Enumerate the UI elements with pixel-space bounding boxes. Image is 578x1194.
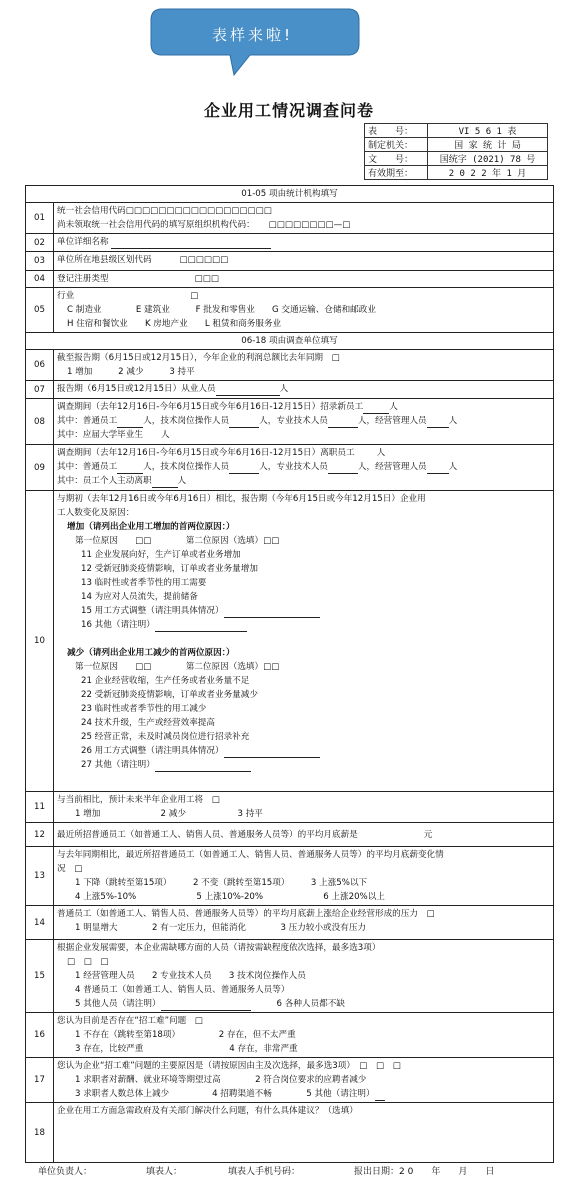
question-body <box>54 252 554 271</box>
meta-key: 文 号： <box>365 152 428 166</box>
question-body <box>54 445 554 491</box>
question-row-17 <box>26 1058 554 1103</box>
profit-options: 1 增加 2 减少 3 持平 <box>67 367 195 377</box>
graduates-label: 其中：应届大学毕业生 <box>57 430 143 440</box>
change-question: 与期初（去年12月16日或今年6月16日）相比，报告期（今年6月15日或今年12月15日）企业用 <box>57 494 426 504</box>
question-body <box>54 399 554 445</box>
voluntary-leave-label: 其中：员工个人主动离职 <box>57 476 152 486</box>
credit-code-label[interactable]: 统一社会信用代码□□□□□□□□□□□□□□□□□□ <box>57 206 272 216</box>
section-title: 01-05 项由统计机构填写 <box>26 186 554 203</box>
tech-operator-field[interactable] <box>229 417 259 428</box>
unit-text: 人 <box>160 430 170 440</box>
question-number: 12 <box>26 823 54 847</box>
question-number: 08 <box>26 399 54 445</box>
meta-value: 国统字 (2021) 78 号 <box>428 152 548 166</box>
question-number: 05 <box>26 288 54 333</box>
decrease-option: 21 企业经营收缩，生产任务或者业务量不足 <box>81 676 250 686</box>
professional-field[interactable] <box>328 417 358 428</box>
question-row-06 <box>26 350 554 381</box>
question-row-01 <box>26 203 554 234</box>
question-number: 06 <box>26 350 54 381</box>
meta-row <box>365 166 548 180</box>
employees-unit: 人 <box>279 384 289 394</box>
increase-title: 增加（请列出企业用工增加的首两位原因：） <box>67 522 235 532</box>
question-number: 11 <box>26 792 54 823</box>
decrease-detail-field[interactable] <box>224 747 320 758</box>
question-row-08 <box>26 399 554 445</box>
shortage-options-1: 1 经营管理人员 2 专业技术人员 3 技术岗位操作人员 <box>75 971 306 981</box>
salary-change-options-1: 1 下降（跳转至第15项） 2 不变（跳转至第15项） 3 上涨5%以下 <box>75 878 368 888</box>
breakdown-label: 其中：普通员工 <box>57 416 118 426</box>
question-number: 04 <box>26 271 54 288</box>
footer-report-date: 报出日期：2 0 年 月 日 <box>354 1167 495 1177</box>
question-row-14 <box>26 906 554 940</box>
change-question-cont: 工人数变化及原因： <box>57 508 135 518</box>
leavers-label: 调查期间（去年12月16日-今年6月15日或今年6月16日-12月15日）离职员工 <box>57 448 355 458</box>
question-body <box>54 350 554 381</box>
question-body <box>54 823 554 847</box>
decrease-option: 22 受新冠肺炎疫情影响，订单或者业务量减少 <box>81 690 258 700</box>
shortage-option-6: 6 各种人员都不缺 <box>276 999 345 1009</box>
question-body <box>54 203 554 234</box>
page-title: 企业用工情况调查问卷 <box>203 101 374 120</box>
org-code-line <box>57 218 550 232</box>
meta-row <box>365 152 548 166</box>
new-hires-label: 调查期间（去年12月16日-今年6月15日或今年6月16日-12月15日）招录新员工 <box>57 402 364 412</box>
increase-option: 14 为应对人员流失，提前储备 <box>81 592 198 602</box>
form-footer <box>38 1164 558 1177</box>
shortage-boxes[interactable]: □ □ □ <box>67 957 109 967</box>
salary-change-cont[interactable]: 况 □ <box>57 864 83 874</box>
employees-label: 报告期（6月15日或12月15日）从业人员 <box>57 384 216 394</box>
section-header-row <box>26 186 554 203</box>
shortage-question: 根据企业发展需要，本企业需缺哪方面的人员（请按需缺程度依次选择，最多选3项） <box>57 943 381 953</box>
question-row-03 <box>26 252 554 271</box>
question-body <box>54 847 554 906</box>
increase-detail-field[interactable] <box>224 607 320 618</box>
question-row-10 <box>26 491 554 792</box>
question-body <box>54 792 554 823</box>
region-code-label: 单位所在地县级区划代码 <box>57 255 152 265</box>
industry-options-2: H 住宿和餐饮业 K 房地产业 L 租赁和商务服务业 <box>67 319 282 329</box>
unit-text: 人 <box>448 416 458 426</box>
footer-filler-phone: 填表人手机号码： <box>228 1167 301 1177</box>
decrease-option: 25 经营正常，未及时减员岗位进行招录补充 <box>81 732 250 742</box>
industry-box[interactable]: □ <box>190 291 199 301</box>
question-body <box>54 288 554 333</box>
question-body <box>54 906 554 940</box>
question-body <box>54 940 554 1013</box>
decrease-option: 27 其他（请注明） <box>81 760 155 770</box>
salary-label: 最近所招普通员工（如普通工人、销售人员、普通服务人员等）的平均月底薪是 <box>57 829 358 840</box>
meta-value: VI 5 6 1 表 <box>428 124 548 138</box>
unit-name-field[interactable] <box>111 238 271 249</box>
profit-question[interactable]: 截至报告期（6月15日或12月15日），今年企业的利润总额比去年同期 □ <box>57 353 340 363</box>
unit-text: 人 <box>376 448 386 458</box>
manager-field[interactable] <box>427 417 449 428</box>
salary-change-options-2: 4 上涨5%-10% 5 上涨10%-20% 6 上涨20%以上 <box>75 892 385 902</box>
shortage-other-field[interactable] <box>161 1000 251 1011</box>
question-row-13 <box>26 847 554 906</box>
question-number: 10 <box>26 491 54 792</box>
breakdown-label: 人，技术岗位操作人员 <box>143 462 230 472</box>
ordinary-staff-field[interactable] <box>117 463 143 474</box>
decrease-option: 24 技术升级，生产或经营效率提高 <box>81 718 215 728</box>
increase-option: 13 临时性或者季节性的用工需要 <box>81 578 207 588</box>
decrease-title: 减少（请列出企业用工减少的首两位原因：） <box>67 648 235 658</box>
decrease-other-field[interactable] <box>155 761 251 772</box>
hiring-reason-options-2: 3 求职者人数总体上减少 4 招聘渠道不畅 5 其他（请注明） <box>75 1089 375 1099</box>
question-row-02 <box>26 234 554 252</box>
footer-unit-head: 单位负责人： <box>38 1167 93 1177</box>
question-row-05 <box>26 288 554 333</box>
pressure-options: 1 明显增大 2 有一定压力，但能消化 3 压力较小或没有压力 <box>75 923 367 933</box>
unit-text: 人 <box>448 462 458 472</box>
new-hires-field[interactable] <box>363 403 389 414</box>
increase-select[interactable]: 第一位原因 □□ 第二位原因（选填）□□ <box>75 536 280 546</box>
question-number: 16 <box>26 1013 54 1058</box>
question-body <box>54 1013 554 1058</box>
region-code-boxes[interactable]: □□□□□□ <box>179 255 229 265</box>
question-body <box>54 491 554 792</box>
salary-change-question: 与去年同期相比，最近所招普通员工（如普通工人、销售人员、普通服务人员等）的平均月底薪变化情 <box>57 850 444 860</box>
breakdown-label: 人，技术岗位操作人员 <box>143 416 230 426</box>
question-number: 09 <box>26 445 54 491</box>
hiring-reason-options-1: 1 求职者对薪酬、就业环境等期望过高 2 符合岗位要求的应聘者减少 <box>75 1075 367 1085</box>
pressure-question[interactable]: 普通员工（如普通工人、销售人员、普通服务人员等）的平均月底薪上涨给企业经营形成的压力 □ <box>57 909 435 919</box>
unit-name-label: 单位详细名称 <box>57 237 109 247</box>
breakdown-label: 其中：普通员工 <box>57 462 118 472</box>
footer-filler: 填表人： <box>146 1167 183 1177</box>
shortage-option-5: 5 其他人员（请注明） <box>75 999 161 1009</box>
question-row-15 <box>26 940 554 1013</box>
question-body <box>54 381 554 399</box>
question-number: 03 <box>26 252 54 271</box>
question-body[interactable] <box>54 1103 554 1163</box>
increase-option: 16 其他（请注明） <box>81 620 155 630</box>
reg-type-label: 登记注册类型 <box>57 274 109 284</box>
question-row-18 <box>26 1103 554 1163</box>
question-body <box>54 234 554 252</box>
increase-option: 12 受新冠肺炎疫情影响，订单或者业务量增加 <box>81 564 258 574</box>
question-number: 07 <box>26 381 54 399</box>
hiring-difficulty-options-1: 1 不存在（跳转至第18项） 2 存在，但不太严重 <box>75 1030 296 1040</box>
questionnaire-table <box>25 185 554 1163</box>
forecast-question[interactable]: 与当前相比，预计未来半年企业用工将 □ <box>57 795 220 805</box>
decrease-option: 26 用工方式调整（请注明具体情况） <box>81 746 224 756</box>
form-meta-table <box>364 123 548 180</box>
hiring-reason-other-field[interactable] <box>375 1090 385 1101</box>
callout-text: 表样来啦! <box>211 26 293 44</box>
question-number: 18 <box>26 1103 54 1163</box>
reg-type-boxes[interactable]: □□□ <box>194 274 219 284</box>
increase-option: 15 用工方式调整（请注明具体情况） <box>81 606 224 616</box>
question-row-09 <box>26 445 554 491</box>
unit-text: 人 <box>389 402 398 412</box>
section-header-row <box>26 333 554 350</box>
unit-text: 人 <box>177 476 187 486</box>
question-row-16 <box>26 1013 554 1058</box>
meta-value: 国 家 统 计 局 <box>428 138 548 152</box>
increase-option: 11 企业发展向好，生产订单或者业务增加 <box>81 550 241 560</box>
hiring-reason-question[interactable]: 您认为企业“招工难”问题的主要原因是（请按原因由主及次选择，最多选3项） □ □ □ <box>57 1061 401 1071</box>
industry-label: 行业 <box>57 291 75 301</box>
increase-other-field[interactable] <box>155 621 247 632</box>
org-code-label: 尚未领取统一社会信用代码的填写原组织机构代码： <box>57 220 255 230</box>
voluntary-leave-field[interactable] <box>152 477 178 488</box>
suggestion-question: 企业在用工方面急需政府及有关部门解决什么问题，有什么具体建议？（选填） <box>57 1106 358 1116</box>
question-number: 14 <box>26 906 54 940</box>
industry-options-1: C 制造业 E 建筑业 F 批发和零售业 G 交通运输、仓储和邮政业 <box>67 305 376 315</box>
salary-unit: 元 <box>423 829 433 840</box>
org-code-boxes[interactable]: □□□□□□□□—□ <box>268 220 351 230</box>
section-title: 06-18 项由调查单位填写 <box>26 333 554 350</box>
forecast-options: 1 增加 2 减少 3 持平 <box>75 809 263 819</box>
tech-operator-field[interactable] <box>229 463 259 474</box>
meta-key: 有效期至： <box>365 166 428 180</box>
question-row-07 <box>26 381 554 399</box>
question-body <box>54 1058 554 1103</box>
employees-field[interactable] <box>216 385 280 396</box>
professional-field[interactable] <box>328 463 358 474</box>
breakdown-label: 人，专业技术人员 <box>259 416 328 426</box>
decrease-select[interactable]: 第一位原因 □□ 第二位原因（选填）□□ <box>75 662 280 672</box>
breakdown-label: 人，经营管理人员 <box>357 416 427 426</box>
question-row-04 <box>26 271 554 288</box>
question-body <box>54 271 554 288</box>
meta-row <box>365 138 548 152</box>
question-number: 17 <box>26 1058 54 1103</box>
question-row-11 <box>26 792 554 823</box>
decrease-option: 23 临时性或者季节性的用工减少 <box>81 704 207 714</box>
manager-field[interactable] <box>427 463 449 474</box>
question-number: 15 <box>26 940 54 1013</box>
meta-key: 表 号： <box>365 124 428 138</box>
meta-row <box>365 124 548 138</box>
question-number: 02 <box>26 234 54 252</box>
question-row-12 <box>26 823 554 847</box>
question-number: 01 <box>26 203 54 234</box>
meta-key: 制定机关： <box>365 138 428 152</box>
breakdown-label: 人，经营管理人员 <box>357 462 427 472</box>
shortage-options-2: 4 普通员工（如普通工人、销售人员、普通服务人员等） <box>75 985 290 995</box>
question-number: 13 <box>26 847 54 906</box>
ordinary-staff-field[interactable] <box>117 417 143 428</box>
hiring-difficulty-question[interactable]: 您认为目前是否存在“招工难”问题 □ <box>57 1016 203 1026</box>
breakdown-label: 人，专业技术人员 <box>259 462 328 472</box>
meta-value: 2 0 2 2 年 1 月 <box>428 166 548 180</box>
hiring-difficulty-options-2: 3 存在，比较严重 4 存在，非常严重 <box>75 1044 298 1054</box>
